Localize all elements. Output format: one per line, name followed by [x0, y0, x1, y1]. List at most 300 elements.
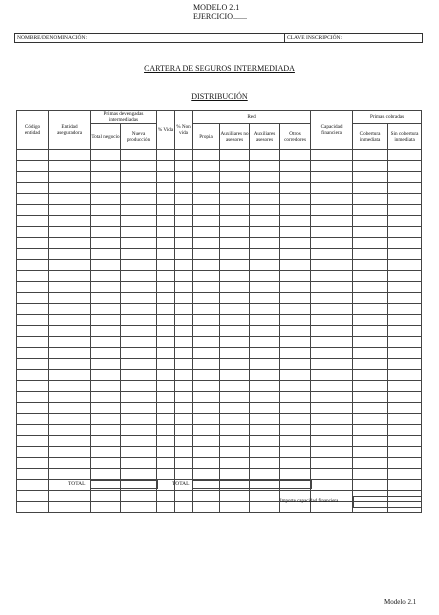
table-cell[interactable]	[280, 348, 311, 359]
table-cell[interactable]	[311, 337, 353, 348]
table-cell[interactable]	[250, 260, 280, 271]
table-cell[interactable]	[353, 381, 388, 392]
table-cell[interactable]	[121, 392, 157, 403]
table-cell[interactable]	[353, 150, 388, 161]
table-cell[interactable]	[121, 502, 157, 513]
table-cell[interactable]	[280, 216, 311, 227]
table-cell[interactable]	[280, 293, 311, 304]
table-cell[interactable]	[157, 502, 175, 513]
table-cell[interactable]	[91, 282, 121, 293]
table-cell[interactable]	[220, 337, 250, 348]
table-cell[interactable]	[17, 447, 49, 458]
table-cell[interactable]	[280, 260, 311, 271]
table-cell[interactable]	[157, 315, 175, 326]
table-cell[interactable]	[17, 161, 49, 172]
table-cell[interactable]	[17, 436, 49, 447]
table-cell[interactable]	[17, 458, 49, 469]
table-cell[interactable]	[157, 491, 175, 502]
table-cell[interactable]	[121, 271, 157, 282]
table-cell[interactable]	[175, 458, 193, 469]
table-cell[interactable]	[121, 414, 157, 425]
table-cell[interactable]	[311, 359, 353, 370]
table-cell[interactable]	[91, 359, 121, 370]
table-cell[interactable]	[280, 161, 311, 172]
table-cell[interactable]	[175, 359, 193, 370]
table-cell[interactable]	[121, 370, 157, 381]
table-cell[interactable]	[311, 436, 353, 447]
table-cell[interactable]	[49, 271, 91, 282]
table-cell[interactable]	[311, 194, 353, 205]
table-cell[interactable]	[17, 425, 49, 436]
table-cell[interactable]	[311, 425, 353, 436]
table-cell[interactable]	[17, 216, 49, 227]
table-cell[interactable]	[17, 370, 49, 381]
table-cell[interactable]	[121, 458, 157, 469]
table-cell[interactable]	[388, 414, 422, 425]
table-cell[interactable]	[280, 414, 311, 425]
table-cell[interactable]	[157, 216, 175, 227]
table-cell[interactable]	[220, 469, 250, 480]
table-cell[interactable]	[175, 227, 193, 238]
table-cell[interactable]	[353, 260, 388, 271]
table-cell[interactable]	[280, 205, 311, 216]
table-cell[interactable]	[353, 458, 388, 469]
table-cell[interactable]	[311, 150, 353, 161]
table-cell[interactable]	[193, 150, 220, 161]
table-cell[interactable]	[91, 271, 121, 282]
table-cell[interactable]	[17, 326, 49, 337]
table-cell[interactable]	[353, 238, 388, 249]
table-cell[interactable]	[17, 502, 49, 513]
table-cell[interactable]	[175, 271, 193, 282]
table-cell[interactable]	[353, 403, 388, 414]
table-cell[interactable]	[250, 469, 280, 480]
table-cell[interactable]	[49, 326, 91, 337]
table-cell[interactable]	[220, 238, 250, 249]
table-cell[interactable]	[175, 238, 193, 249]
table-cell[interactable]	[311, 293, 353, 304]
table-cell[interactable]	[280, 172, 311, 183]
table-cell[interactable]	[175, 282, 193, 293]
table-cell[interactable]	[220, 359, 250, 370]
table-cell[interactable]	[157, 150, 175, 161]
table-cell[interactable]	[280, 315, 311, 326]
table-cell[interactable]	[388, 271, 422, 282]
table-cell[interactable]	[49, 436, 91, 447]
table-cell[interactable]	[220, 491, 250, 502]
table-cell[interactable]	[220, 436, 250, 447]
table-cell[interactable]	[220, 348, 250, 359]
table-cell[interactable]	[311, 238, 353, 249]
table-cell[interactable]	[388, 458, 422, 469]
table-cell[interactable]	[157, 249, 175, 260]
table-cell[interactable]	[17, 381, 49, 392]
table-cell[interactable]	[91, 227, 121, 238]
table-cell[interactable]	[220, 458, 250, 469]
table-cell[interactable]	[91, 315, 121, 326]
table-cell[interactable]	[220, 304, 250, 315]
table-cell[interactable]	[193, 502, 220, 513]
table-cell[interactable]	[353, 161, 388, 172]
table-cell[interactable]	[193, 348, 220, 359]
table-cell[interactable]	[311, 381, 353, 392]
table-cell[interactable]	[193, 381, 220, 392]
table-cell[interactable]	[311, 172, 353, 183]
table-cell[interactable]	[121, 381, 157, 392]
table-cell[interactable]	[17, 249, 49, 260]
table-cell[interactable]	[280, 271, 311, 282]
table-cell[interactable]	[353, 315, 388, 326]
table-cell[interactable]	[311, 249, 353, 260]
table-cell[interactable]	[220, 216, 250, 227]
table-cell[interactable]	[157, 304, 175, 315]
table-cell[interactable]	[250, 392, 280, 403]
table-cell[interactable]	[250, 227, 280, 238]
table-cell[interactable]	[175, 491, 193, 502]
table-cell[interactable]	[49, 282, 91, 293]
table-cell[interactable]	[157, 282, 175, 293]
table-cell[interactable]	[353, 227, 388, 238]
table-cell[interactable]	[175, 304, 193, 315]
table-cell[interactable]	[49, 161, 91, 172]
table-cell[interactable]	[91, 337, 121, 348]
table-cell[interactable]	[388, 381, 422, 392]
table-cell[interactable]	[250, 502, 280, 513]
table-cell[interactable]	[121, 238, 157, 249]
table-cell[interactable]	[157, 194, 175, 205]
table-cell[interactable]	[193, 271, 220, 282]
table-cell[interactable]	[388, 469, 422, 480]
table-cell[interactable]	[311, 161, 353, 172]
table-cell[interactable]	[250, 249, 280, 260]
table-cell[interactable]	[121, 227, 157, 238]
table-cell[interactable]	[49, 392, 91, 403]
table-cell[interactable]	[311, 227, 353, 238]
table-cell[interactable]	[250, 161, 280, 172]
table-cell[interactable]	[388, 227, 422, 238]
table-cell[interactable]	[121, 403, 157, 414]
table-cell[interactable]	[157, 183, 175, 194]
table-cell[interactable]	[311, 183, 353, 194]
table-cell[interactable]	[353, 436, 388, 447]
table-cell[interactable]	[250, 436, 280, 447]
table-cell[interactable]	[250, 348, 280, 359]
table-cell[interactable]	[175, 326, 193, 337]
table-cell[interactable]	[49, 227, 91, 238]
table-cell[interactable]	[353, 359, 388, 370]
table-cell[interactable]	[193, 458, 220, 469]
table-cell[interactable]	[17, 172, 49, 183]
table-cell[interactable]	[311, 315, 353, 326]
table-cell[interactable]	[280, 304, 311, 315]
table-cell[interactable]	[280, 425, 311, 436]
table-cell[interactable]	[49, 205, 91, 216]
table-cell[interactable]	[121, 304, 157, 315]
table-cell[interactable]	[17, 304, 49, 315]
table-cell[interactable]	[388, 205, 422, 216]
table-cell[interactable]	[388, 293, 422, 304]
table-cell[interactable]	[121, 161, 157, 172]
table-cell[interactable]	[250, 381, 280, 392]
table-cell[interactable]	[193, 370, 220, 381]
table-cell[interactable]	[49, 469, 91, 480]
table-cell[interactable]	[193, 392, 220, 403]
table-cell[interactable]	[17, 282, 49, 293]
table-cell[interactable]	[311, 458, 353, 469]
table-cell[interactable]	[388, 392, 422, 403]
table-cell[interactable]	[91, 414, 121, 425]
table-cell[interactable]	[17, 392, 49, 403]
table-cell[interactable]	[175, 403, 193, 414]
table-cell[interactable]	[91, 249, 121, 260]
table-cell[interactable]	[17, 348, 49, 359]
table-cell[interactable]	[91, 293, 121, 304]
table-cell[interactable]	[250, 172, 280, 183]
table-cell[interactable]	[175, 414, 193, 425]
table-cell[interactable]	[91, 183, 121, 194]
table-cell[interactable]	[280, 337, 311, 348]
table-cell[interactable]	[49, 502, 91, 513]
table-cell[interactable]	[388, 436, 422, 447]
table-cell[interactable]	[220, 381, 250, 392]
table-cell[interactable]	[49, 315, 91, 326]
table-cell[interactable]	[121, 150, 157, 161]
table-cell[interactable]	[193, 227, 220, 238]
table-cell[interactable]	[49, 458, 91, 469]
table-cell[interactable]	[175, 172, 193, 183]
table-cell[interactable]	[311, 469, 353, 480]
table-cell[interactable]	[175, 293, 193, 304]
table-cell[interactable]	[280, 469, 311, 480]
table-cell[interactable]	[388, 447, 422, 458]
table-cell[interactable]	[220, 161, 250, 172]
table-cell[interactable]	[388, 370, 422, 381]
table-cell[interactable]	[157, 337, 175, 348]
table-cell[interactable]	[17, 183, 49, 194]
table-cell[interactable]	[121, 315, 157, 326]
table-cell[interactable]	[250, 447, 280, 458]
table-cell[interactable]	[280, 403, 311, 414]
table-cell[interactable]	[175, 150, 193, 161]
table-cell[interactable]	[157, 359, 175, 370]
table-cell[interactable]	[49, 260, 91, 271]
total-primas-box[interactable]	[90, 480, 158, 489]
table-cell[interactable]	[311, 216, 353, 227]
table-cell[interactable]	[220, 249, 250, 260]
table-cell[interactable]	[193, 238, 220, 249]
table-cell[interactable]	[250, 271, 280, 282]
table-cell[interactable]	[250, 425, 280, 436]
table-cell[interactable]	[121, 205, 157, 216]
table-cell[interactable]	[388, 161, 422, 172]
table-cell[interactable]	[157, 403, 175, 414]
table-cell[interactable]	[280, 436, 311, 447]
table-cell[interactable]	[49, 348, 91, 359]
table-cell[interactable]	[388, 194, 422, 205]
table-cell[interactable]	[49, 172, 91, 183]
table-cell[interactable]	[388, 282, 422, 293]
table-cell[interactable]	[157, 348, 175, 359]
table-cell[interactable]	[353, 414, 388, 425]
table-cell[interactable]	[157, 161, 175, 172]
table-cell[interactable]	[280, 370, 311, 381]
table-cell[interactable]	[175, 425, 193, 436]
table-cell[interactable]	[121, 282, 157, 293]
table-cell[interactable]	[353, 304, 388, 315]
table-cell[interactable]	[49, 337, 91, 348]
table-cell[interactable]	[193, 425, 220, 436]
table-cell[interactable]	[17, 260, 49, 271]
table-cell[interactable]	[280, 458, 311, 469]
table-cell[interactable]	[280, 282, 311, 293]
table-cell[interactable]	[91, 381, 121, 392]
table-cell[interactable]	[193, 183, 220, 194]
table-cell[interactable]	[49, 194, 91, 205]
table-cell[interactable]	[175, 249, 193, 260]
table-cell[interactable]	[311, 282, 353, 293]
table-cell[interactable]	[49, 359, 91, 370]
table-cell[interactable]	[388, 337, 422, 348]
table-cell[interactable]	[311, 392, 353, 403]
table-cell[interactable]	[175, 392, 193, 403]
table-cell[interactable]	[49, 370, 91, 381]
table-cell[interactable]	[220, 293, 250, 304]
table-cell[interactable]	[220, 425, 250, 436]
table-cell[interactable]	[280, 326, 311, 337]
table-cell[interactable]	[220, 194, 250, 205]
table-cell[interactable]	[280, 381, 311, 392]
table-cell[interactable]	[388, 425, 422, 436]
table-cell[interactable]	[157, 172, 175, 183]
table-cell[interactable]	[250, 304, 280, 315]
table-cell[interactable]	[175, 216, 193, 227]
table-cell[interactable]	[91, 150, 121, 161]
table-cell[interactable]	[311, 447, 353, 458]
table-cell[interactable]	[388, 359, 422, 370]
table-cell[interactable]	[250, 238, 280, 249]
table-cell[interactable]	[91, 436, 121, 447]
table-cell[interactable]	[311, 348, 353, 359]
table-cell[interactable]	[220, 403, 250, 414]
table-cell[interactable]	[157, 447, 175, 458]
table-cell[interactable]	[17, 403, 49, 414]
table-cell[interactable]	[193, 326, 220, 337]
table-cell[interactable]	[157, 436, 175, 447]
table-cell[interactable]	[353, 183, 388, 194]
table-cell[interactable]	[250, 293, 280, 304]
table-cell[interactable]	[17, 469, 49, 480]
table-cell[interactable]	[250, 315, 280, 326]
table-cell[interactable]	[353, 326, 388, 337]
table-cell[interactable]	[175, 337, 193, 348]
table-cell[interactable]	[121, 348, 157, 359]
table-cell[interactable]	[121, 216, 157, 227]
table-cell[interactable]	[175, 348, 193, 359]
table-cell[interactable]	[353, 370, 388, 381]
table-cell[interactable]	[175, 194, 193, 205]
table-cell[interactable]	[311, 326, 353, 337]
table-cell[interactable]	[17, 337, 49, 348]
table-cell[interactable]	[193, 205, 220, 216]
table-cell[interactable]	[17, 194, 49, 205]
table-cell[interactable]	[250, 194, 280, 205]
table-cell[interactable]	[250, 337, 280, 348]
table-cell[interactable]	[388, 183, 422, 194]
table-cell[interactable]	[121, 469, 157, 480]
table-cell[interactable]	[17, 150, 49, 161]
table-cell[interactable]	[388, 172, 422, 183]
table-cell[interactable]	[91, 238, 121, 249]
table-cell[interactable]	[220, 183, 250, 194]
table-cell[interactable]	[280, 194, 311, 205]
table-cell[interactable]	[193, 447, 220, 458]
table-cell[interactable]	[157, 227, 175, 238]
table-cell[interactable]	[250, 491, 280, 502]
table-cell[interactable]	[353, 172, 388, 183]
table-cell[interactable]	[91, 425, 121, 436]
table-cell[interactable]	[175, 469, 193, 480]
table-cell[interactable]	[280, 392, 311, 403]
importe-capacidad-input[interactable]	[353, 496, 422, 508]
table-cell[interactable]	[193, 293, 220, 304]
table-cell[interactable]	[157, 326, 175, 337]
table-cell[interactable]	[49, 238, 91, 249]
table-cell[interactable]	[353, 271, 388, 282]
table-cell[interactable]	[388, 348, 422, 359]
table-cell[interactable]	[17, 293, 49, 304]
table-cell[interactable]	[91, 447, 121, 458]
table-cell[interactable]	[193, 161, 220, 172]
table-cell[interactable]	[157, 271, 175, 282]
table-cell[interactable]	[220, 326, 250, 337]
table-cell[interactable]	[157, 414, 175, 425]
table-cell[interactable]	[175, 381, 193, 392]
table-cell[interactable]	[220, 227, 250, 238]
table-cell[interactable]	[17, 359, 49, 370]
table-cell[interactable]	[220, 150, 250, 161]
table-cell[interactable]	[17, 414, 49, 425]
table-cell[interactable]	[220, 392, 250, 403]
table-cell[interactable]	[17, 491, 49, 502]
table-cell[interactable]	[49, 403, 91, 414]
table-cell[interactable]	[250, 183, 280, 194]
table-cell[interactable]	[388, 403, 422, 414]
table-cell[interactable]	[353, 447, 388, 458]
table-cell[interactable]	[91, 403, 121, 414]
table-cell[interactable]	[175, 315, 193, 326]
table-cell[interactable]	[91, 392, 121, 403]
table-cell[interactable]	[91, 216, 121, 227]
table-cell[interactable]	[311, 414, 353, 425]
table-cell[interactable]	[220, 315, 250, 326]
table-cell[interactable]	[353, 282, 388, 293]
table-cell[interactable]	[91, 172, 121, 183]
table-cell[interactable]	[193, 194, 220, 205]
table-cell[interactable]	[353, 469, 388, 480]
table-cell[interactable]	[121, 260, 157, 271]
table-cell[interactable]	[311, 271, 353, 282]
table-cell[interactable]	[220, 260, 250, 271]
table-cell[interactable]	[91, 348, 121, 359]
table-cell[interactable]	[280, 238, 311, 249]
table-cell[interactable]	[353, 249, 388, 260]
table-cell[interactable]	[353, 194, 388, 205]
table-cell[interactable]	[280, 183, 311, 194]
table-cell[interactable]	[193, 216, 220, 227]
table-cell[interactable]	[49, 304, 91, 315]
table-cell[interactable]	[353, 293, 388, 304]
table-cell[interactable]	[353, 216, 388, 227]
